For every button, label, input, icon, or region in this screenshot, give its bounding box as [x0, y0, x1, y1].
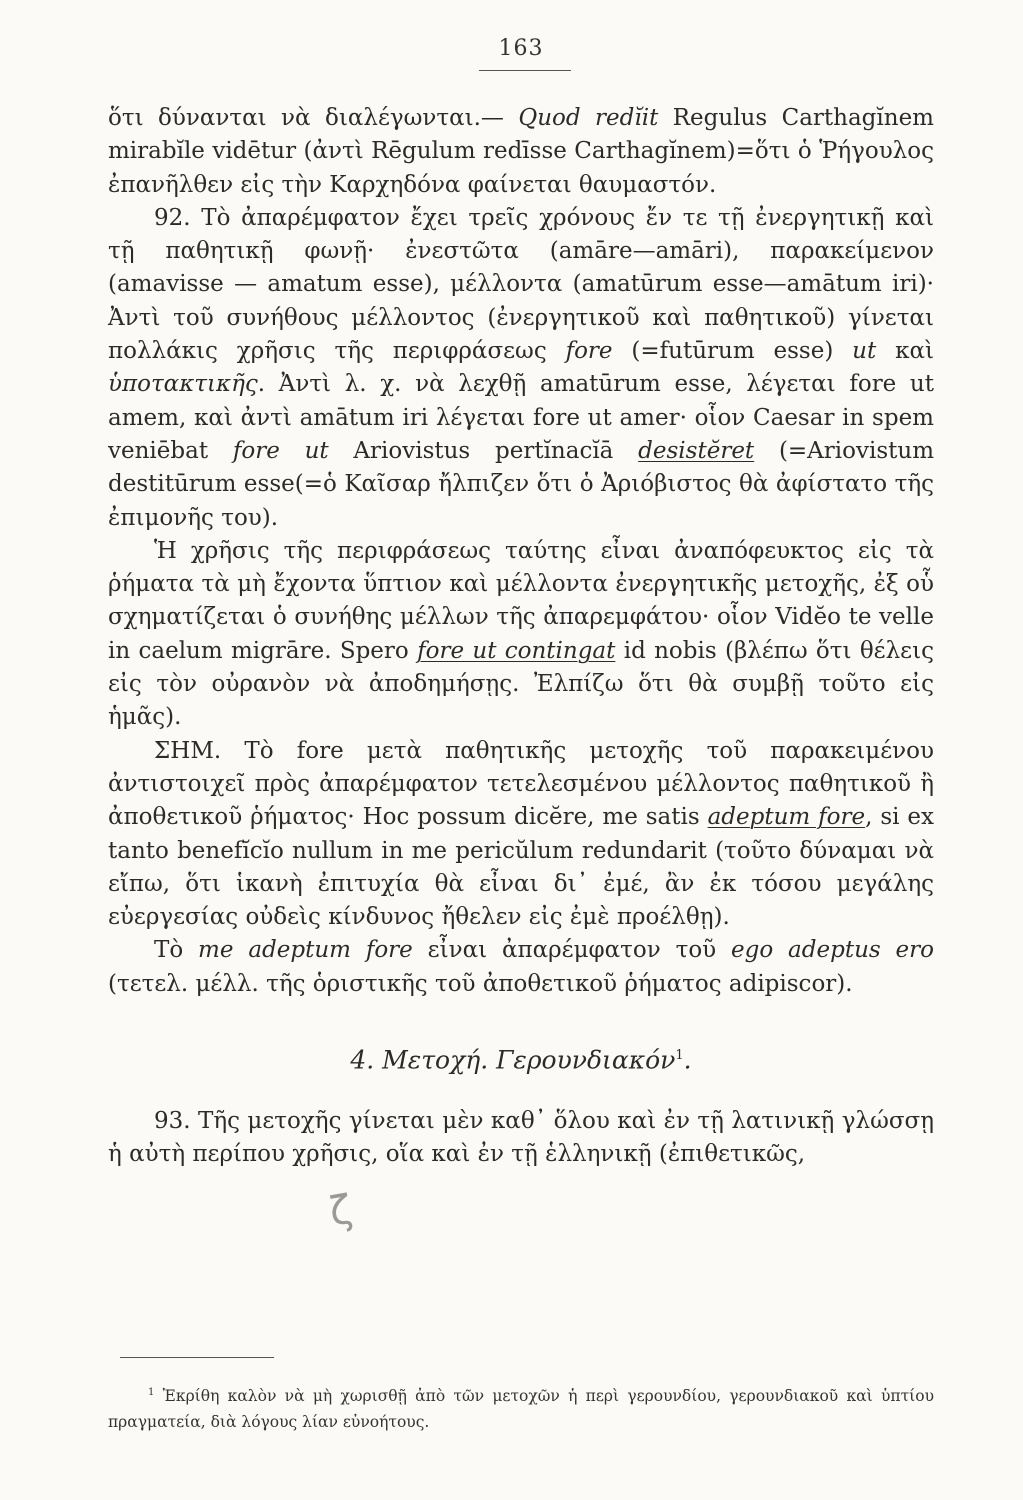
- paragraph-93: 93. Τῆς μετοχῆς γίνεται μὲν καθ᾽ ὅλου καὶ ἐν τῇ λατινικῇ γλώσσῃ ἡ αὐτὴ περίπου χρῆσις, οἵα καὶ ἐν τῇ ἑλληνικῇ (ἐπιθετικῶς,: [108, 1107, 934, 1167]
- latin-italic: Quod redĭit: [518, 105, 659, 131]
- book-page: [108, 30, 934, 1470]
- paragraph-adeptum: Τὸ me adeptum fore εἶναι ἀπαρέμφατον τοῦ ego adeptus ero (τετελ. μέλλ. τῆς ὁριστικῆς τοῦ ἀποθετικοῦ ῥήματος adipiscor).: [108, 937, 934, 997]
- paragraph-periphrasis: Ἡ χρῆσις τῆς περιφράσεως ταύτης εἶναι ἀναπόφευκτος εἰς τὰ ῥήματα τὰ μὴ ἔχοντα ὕπτιον καὶ μέλλοντα ἐνεργητικῆς μετοχῆς, ἐξ οὗ σχηματίζεται ὁ συνήθης μέλλων τῆς ἀπαρεμφάτου· οἷον Vidĕo te velle in caelum migrāre. Spero fore ut contingat id nobis (βλέπω ὅτι θέλεις εἰς τὸν οὐρανὸν νὰ ἀποδημήσῃς. Ἐλπίζω ὅτι θὰ συμβῇ τοῦτο εἰς ἡμᾶς).: [108, 537, 934, 731]
- page-number: 163: [498, 36, 544, 61]
- latin-italic: adeptum fore: [707, 804, 866, 831]
- footnote-rule: [120, 1357, 274, 1358]
- latin-italic: fore ut contingat: [417, 637, 616, 664]
- latin-italic: ego adeptus ero: [731, 937, 934, 964]
- footnote-text: Ἐκρίθη καλὸν νὰ μὴ χωρισθῇ ἀπὸ τῶν μετοχῶν ἡ περὶ γερουνδίου, γερουνδιακοῦ καὶ ὑπτίου πραγματεία, διὰ λόγους λίαν εὐνοήτους.: [108, 1387, 934, 1432]
- footnote: [108, 1380, 934, 1435]
- main-text: [108, 102, 934, 1171]
- paragraph-92: 92. Τὸ ἀπαρέμφατον ἔχει τρεῖς χρόνους ἔν τε τῇ ἐνεργητικῇ καὶ τῇ παθητικῇ φωνῇ· ἐνεστῶτα (amāre—amāri), παρακείμενον (amavisse — amatum esse), μέλλοντα (amatūrum esse—amātum iri)· Ἀντὶ τοῦ συνήθους μέλλοντος (ἐνεργητικοῦ καὶ παθητικοῦ) γίνεται πολλάκις χρῆσις τῆς περιφράσεως fore (=futūrum esse) ut καὶ ὑποτακτικῆς. Ἀντὶ λ. χ. νὰ λεχθῇ amatūrum esse, λέγεται fore ut amem, καὶ ἀντὶ amātum iri λέγεται fore ut amer· οἷον Caesar in spem veniēbat fore ut Ariovistus pertĭnacĭā desistĕret (=Ariovistum destitūrum esse(=ὁ Καῖσαρ ἤλπιζεν ὅτι ὁ Ἀριόβιστος θὰ ἀφίστατο τῆς ἐπιμονῆς του).: [108, 204, 935, 531]
- latin-italic: me adeptum fore: [198, 937, 413, 964]
- footnote-ref: 1: [675, 1048, 684, 1064]
- handwritten-mark: ζ: [326, 1186, 356, 1236]
- greek-italic: ὑποτακτικῆς: [108, 371, 258, 398]
- footnote-marker: 1: [148, 1387, 155, 1398]
- paragraph-note: ΣΗΜ. Τὸ fore μετὰ παθητικῆς μετοχῆς τοῦ παρακειμένου ἀντιστοιχεῖ πρὸς ἀπαρέμφατον τετελεσμένου μέλλοντος παθητικοῦ ἢ ἀποθετικοῦ ῥήματος· Hoc possum dicĕre, me satis adeptum fore, si ex tanto benefĭcĭo nullum in me pericŭlum redundarit (τοῦτο δύναμαι νὰ εἴπω, ὅτι ἱκανὴ ἐπιτυχία θὰ εἶναι δι᾽ ἐμέ, ἂν ἐκ τόσου μεγάλης εὐεργεσίας οὐδεὶς κίνδυνος ἤθελεν εἰς ἐμὲ προέλθῃ).: [108, 737, 934, 931]
- paragraph-1: ὅτι δύνανται νὰ διαλέγωνται.— Quod redĭit Regulus Carthagĭnem mirabĭle vidētur (ἀντὶ Rēgulum redīsse Carthagĭnem)=ὅτι ὁ Ῥήγουλος ἐπανῆλθεν εἰς τὴν Καρχηδόνα φαίνεται θαυμαστόν.: [108, 105, 934, 198]
- latin-italic: ut: [852, 338, 877, 365]
- header-rule: [479, 70, 571, 71]
- section-heading: 4. Μετοχή. Γερουνδιακόν$^1$.: [350, 1045, 692, 1075]
- latin-italic: desistĕret: [638, 437, 755, 464]
- latin-italic: fore: [565, 338, 613, 365]
- latin-italic: fore ut: [232, 437, 329, 464]
